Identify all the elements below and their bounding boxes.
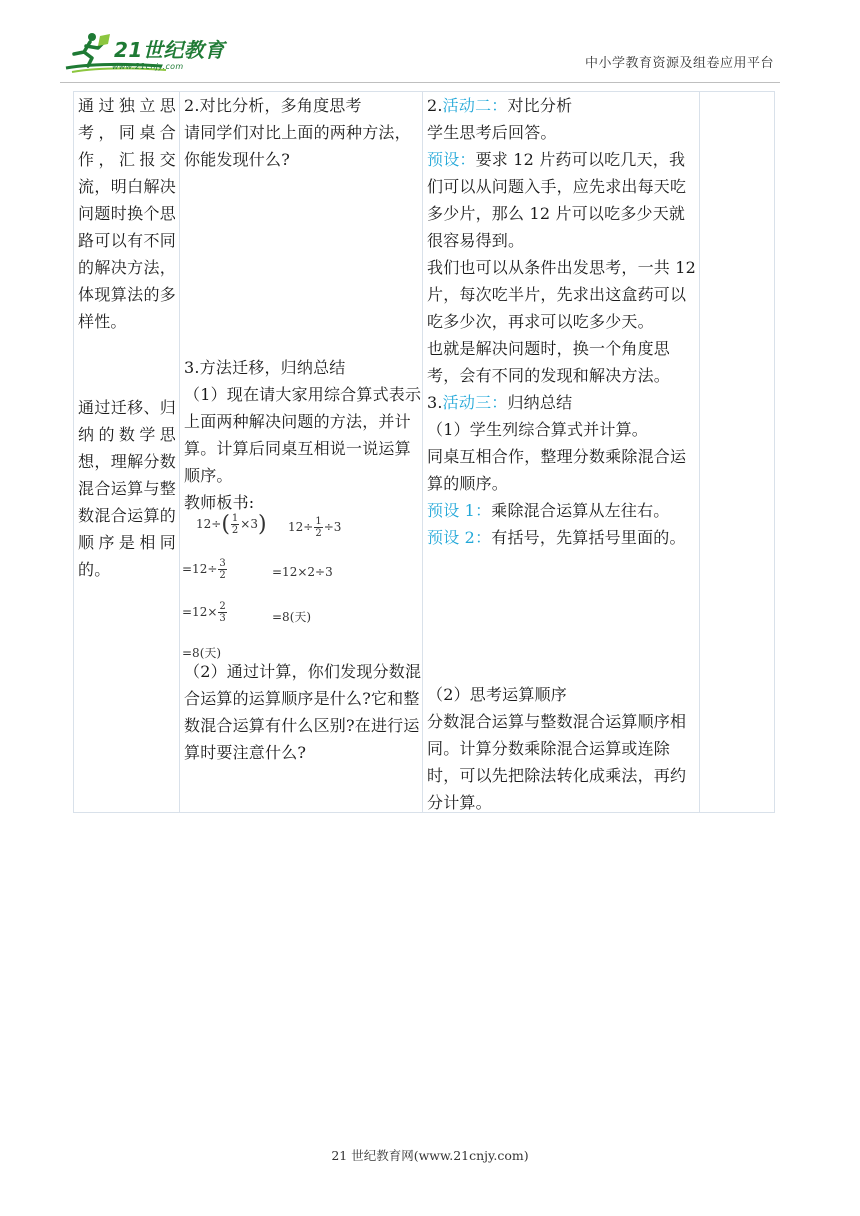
math-b-line-2: =12×2÷3 [272,565,333,579]
math-a-line-3: =12× $\frac{2}{3}$ [182,601,226,624]
section-2-title: 2.对比分析，多角度思考 [184,96,362,115]
page-header [0,0,860,90]
math-b-line-1: 12÷ $\frac{1}{2}$ ÷3 [288,516,342,539]
preset-1: 预设 1：乘除混合运算从左往右。 [427,501,670,520]
platform-title: 中小学教育资源及组卷应用平台 [584,56,774,71]
section-3-question-1: （1）现在请大家用综合算式表示上面两种解决问题的方法，并计算。计算后同桌互相说一说运算顺序。 [184,385,422,485]
math-a-line-1: 12÷( $\frac{1}{2}$ ×3) [196,512,267,537]
design-intent-column [74,92,180,812]
intent-paragraph-1: 通过独立思考，同桌合作，汇报交流，明白解决问题时换个思路可以有不同的解决方法，体现算法的多样性。 [78,96,176,331]
logo-url: www.21cnjy.com [112,62,184,71]
activity-2-heading: 2.活动二：对比分析 [427,96,573,115]
math-a-line-4: =8(天) [182,646,222,660]
activity-2-line: 学生思考后回答。 [427,123,557,142]
lesson-table [73,91,775,813]
activity-3-heading: 3.活动三：归纳总结 [427,393,573,412]
page-footer: 21 世纪教育网(www.21cnjy.com) [331,1148,529,1163]
paragraph-2: 我们也可以从条件出发思考，一共 12 片，每次吃半片，先求出这盒药可以吃多少次，再求可以吃多少天。 [427,258,697,331]
preset-paragraph: 预设：要求 12 片药可以吃几天，我们可以从问题入手，应先求出每天吃多少片，那么 12 片可以吃多少天就很容易得到。 [427,150,687,250]
activity-3-question-2: （2）思考运算顺序 [427,685,567,704]
notes-column [700,92,775,812]
section-2-body: 请同学们对比上面的两种方法，你能发现什么? [184,123,411,169]
header-divider [60,82,780,83]
math-a-line-2: =12÷ $\frac{3}{2}$ [182,558,226,581]
activity-3-line: 同桌互相合作，整理分数乘除混合运算的顺序。 [427,447,687,493]
math-b-line-3: =8(天) [272,610,312,624]
preset-2: 预设 2：有括号，先算括号里面的。 [427,528,686,547]
student-activity-column [423,92,700,812]
activity-3-conclusion: 分数混合运算与整数混合运算顺序相同。计算分数乘除混合运算或连除时，可以先把除法转化成乘法，再约分计算。 [427,712,687,812]
intent-paragraph-2: 通过迁移、归纳的数学思想，理解分数混合运算与整数混合运算的顺序是相同的。 [78,398,176,579]
paragraph-3: 也就是解决问题时，换一个角度思考，会有不同的发现和解决方法。 [427,339,671,385]
section-3-question-2: （2）通过计算，你们发现分数混合运算的运算顺序是什么?它和整数混合运算有什么区别?在进行运算时要注意什么? [184,662,422,762]
logo-text: 21世纪教育 [114,38,225,62]
teacher-activity-column [180,92,423,812]
activity-3-question-1: （1）学生列综合算式并计算。 [427,420,648,439]
board-label: 教师板书: [184,493,255,512]
section-3-title: 3.方法迁移，归纳总结 [184,358,346,377]
